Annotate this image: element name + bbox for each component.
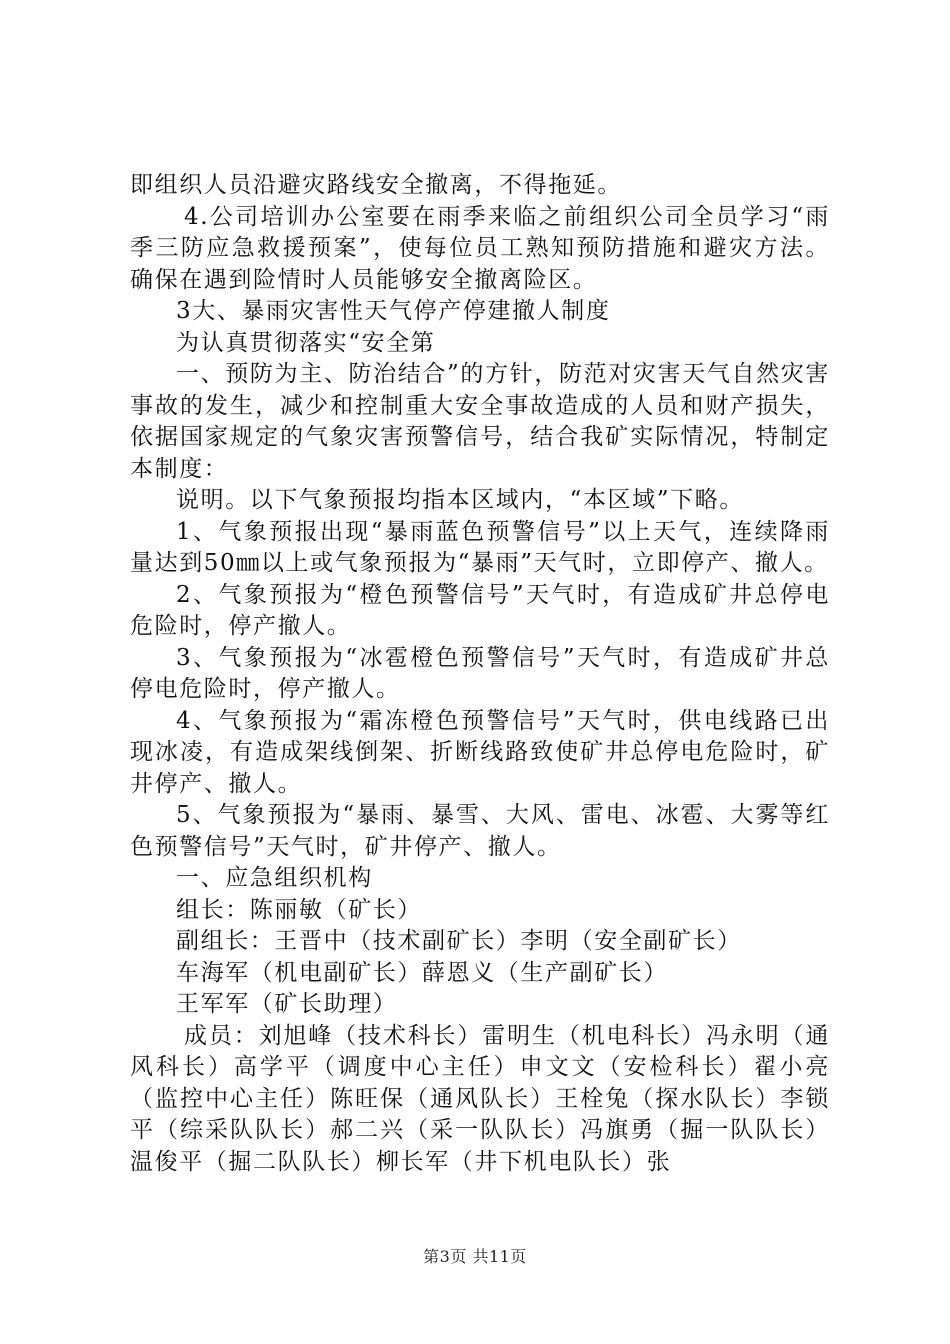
paragraph-17: 成员：刘旭峰（技术科长）雷明生（机电科长）冯永明（通风科长）高学平（调度中心主任）申文文（安检科长）翟小亮（监控中心主任）陈旺保（通风队长）王栓兔（探水队长）李锁平（综采队队长）郝二兴（采一队队长）冯旗勇（掘一队队长）温俊平（掘二队队长）柳长军（井下机电队长）张 bbox=[130, 1022, 830, 1175]
paragraph-6: 说明。以下气象预报均指本区域内，“本区域”下略。 bbox=[176, 487, 744, 513]
paragraph-12: 一、应急组织机构 bbox=[176, 865, 373, 891]
paragraph-3: 3大、暴雨灾害性天气停产停建撤人制度 bbox=[176, 298, 611, 324]
paragraph-1: 即组织人员沿避灾路线安全撤离，不得拖延。 bbox=[130, 172, 622, 198]
page-number-label: 第3页 共11页 bbox=[423, 1247, 527, 1266]
paragraph-10: 4、气象预报为“霜冻橙色预警信号”天气时，供电线路已出现冰凌，有造成架线倒架、折断线路致使矿井总停电危险时，矿井停产、撤人。 bbox=[130, 707, 830, 797]
paragraph-11: 5、气象预报为“暴雨、暴雪、大风、雷电、冰雹、大雾等红色预警信号”天气时，矿井停产、撤人。 bbox=[130, 802, 830, 860]
paragraph-16: 王军军（矿长助理） bbox=[176, 991, 398, 1017]
paragraph-9: 3、气象预报为“冰雹橙色预警信号”天气时，有造成矿井总停电危险时，停产撤人。 bbox=[130, 644, 830, 702]
paragraph-8: 2、气象预报为“橙色预警信号”天气时，有造成矿井总停电危险时，停产撤人。 bbox=[130, 581, 830, 639]
paragraph-4: 为认真贯彻落实“安全第 bbox=[176, 329, 436, 356]
paragraph-15: 车海军（机电副矿长）薛恩义（生产副矿长） bbox=[176, 959, 668, 986]
page-footer bbox=[0, 1244, 950, 1267]
paragraph-13: 组长：陈丽敏（矿长） bbox=[176, 896, 422, 923]
paragraph-5: 一、预防为主、防治结合”的方针，防范对灾害天气自然灾害事故的发生，减少和控制重大安全事故造成的人员和财产损失，依据国家规定的气象灾害预警信号，结合我矿实际情况，特制定本制度： bbox=[130, 361, 830, 482]
paragraph-7: 1、气象预报出现“暴雨蓝色预警信号”以上天气，连续降雨量达到50㎜以上或气象预报为“暴雨”天气时，立即停产、撤人。 bbox=[130, 518, 830, 576]
paragraph-2: 4.公司培训办公室要在雨季来临之前组织公司全员学习“雨季三防应急救援预案”，使每位员工熟知预防措施和避灾方法。确保在遇到险情时人员能够安全撤离险区。 bbox=[130, 203, 830, 293]
paragraph-14: 副组长：王晋中（技术副矿长）李明（安全副矿长） bbox=[176, 928, 742, 954]
document-body bbox=[130, 170, 830, 1178]
